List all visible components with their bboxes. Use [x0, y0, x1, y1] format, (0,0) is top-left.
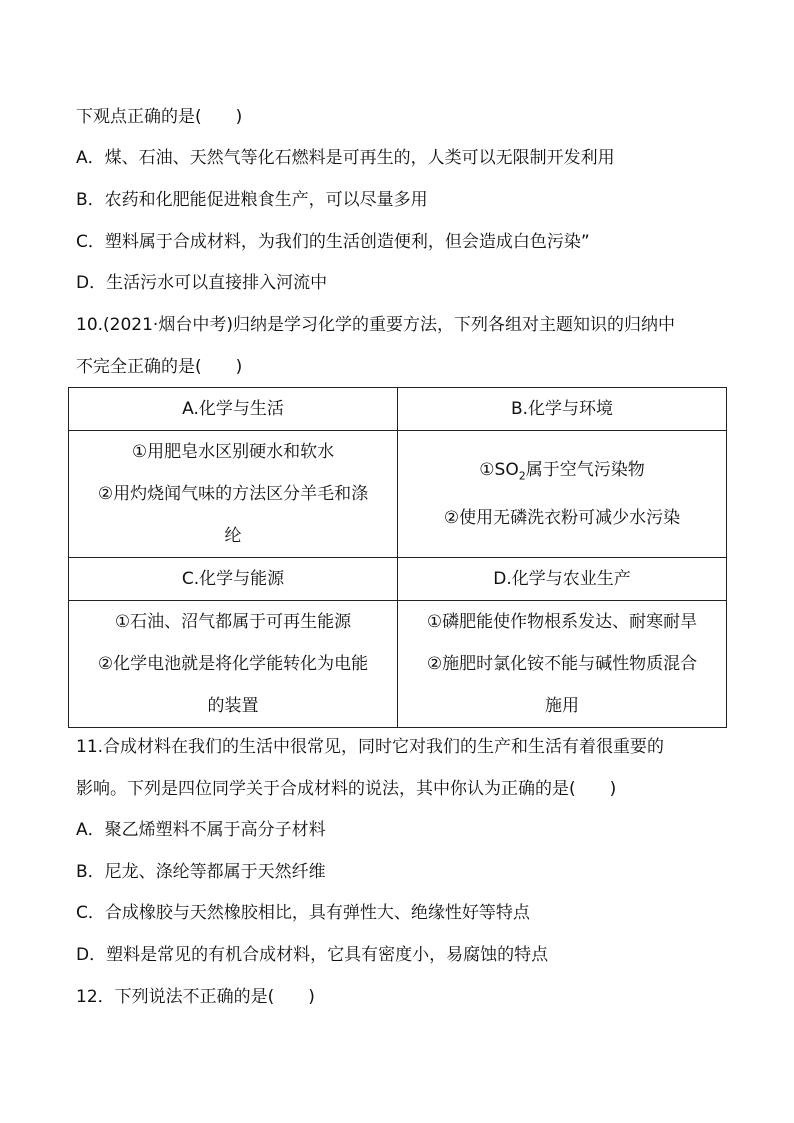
q11-stem-line1: 11.合成材料在我们的生活中很常见，同时它对我们的生产和生活有着很重要的 [76, 737, 665, 757]
q10-cell-d-body [398, 601, 727, 728]
q11-option-d[interactable]: D．塑料是常见的有机合成材料，它具有密度小，易腐蚀的特点 [76, 945, 549, 965]
q9-option-d[interactable]: D．生活污水可以直接排入河流中 [76, 273, 328, 293]
q10-d-line1: ①磷肥能使作物根系发达、耐寒耐旱 [426, 612, 698, 632]
q10-knowledge-table [68, 387, 727, 728]
q10-cell-c-title[interactable]: C.化学与能源 [69, 558, 398, 601]
q10-c-line3: 的装置 [207, 696, 259, 716]
q10-b-line1 [410, 449, 714, 497]
q10-d-line3: 施用 [545, 696, 579, 716]
q11-option-c[interactable]: C．合成橡胶与天然橡胶相比，具有弹性大、绝缘性好等特点 [76, 903, 530, 923]
q10-d-line2: ②施肥时氯化铵不能与碱性物质混合 [426, 654, 698, 674]
q10-b-line1-pre: ①SO [479, 459, 519, 480]
q10-a-line2: ②用灼烧闻气味的方法区分羊毛和涤 [97, 484, 369, 504]
q12-stem: 12．下列说法不正确的是( ) [76, 987, 315, 1007]
q10-stem-line2: 不完全正确的是( ) [76, 357, 243, 377]
q10-b-line2: ②使用无磷洗衣粉可减少水污染 [443, 508, 681, 529]
q10-cell-c-body [69, 601, 398, 728]
q10-cell-b-title[interactable]: B.化学与环境 [398, 388, 727, 431]
q10-cell-a-title[interactable]: A.化学与生活 [69, 388, 398, 431]
q11-option-b[interactable]: B．尼龙、涤纶等都属于天然纤维 [76, 862, 326, 882]
q10-a-line1: ①用肥皂水区别硬水和软水 [131, 442, 335, 462]
q9-option-c[interactable]: C．塑料属于合成材料，为我们的生活创造便利，但会造成白色污染” [76, 232, 590, 252]
q10-c-line1: ①石油、沼气都属于可再生能源 [114, 612, 352, 632]
q11-stem-line2: 影响。下列是四位同学关于合成材料的说法，其中你认为正确的是( ) [76, 779, 617, 799]
q10-c-line2: ②化学电池就是将化学能转化为电能 [97, 654, 369, 674]
q10-cell-b-body [398, 431, 727, 558]
q10-b-line1-post: 属于空气污染物 [525, 459, 645, 480]
q10-cell-a-body [69, 431, 398, 558]
q10-a-line3: 纶 [224, 526, 242, 546]
q9-stem-tail: 下观点正确的是( ) [76, 107, 243, 127]
q10-b-line1-sub: 2 [518, 469, 526, 483]
q11-option-a[interactable]: A．聚乙烯塑料不属于高分子材料 [76, 820, 326, 840]
q10-stem-line1: 10.(2021·烟台中考)归纳是学习化学的重要方法，下列各组对主题知识的归纳中 [76, 315, 675, 335]
q10-cell-d-title[interactable]: D.化学与农业生产 [398, 558, 727, 601]
q9-option-a[interactable]: A．煤、石油、天然气等化石燃料是可再生的，人类可以无限制开发利用 [76, 148, 615, 168]
q9-option-b[interactable]: B．农药和化肥能促进粮食生产，可以尽量多用 [76, 190, 428, 210]
